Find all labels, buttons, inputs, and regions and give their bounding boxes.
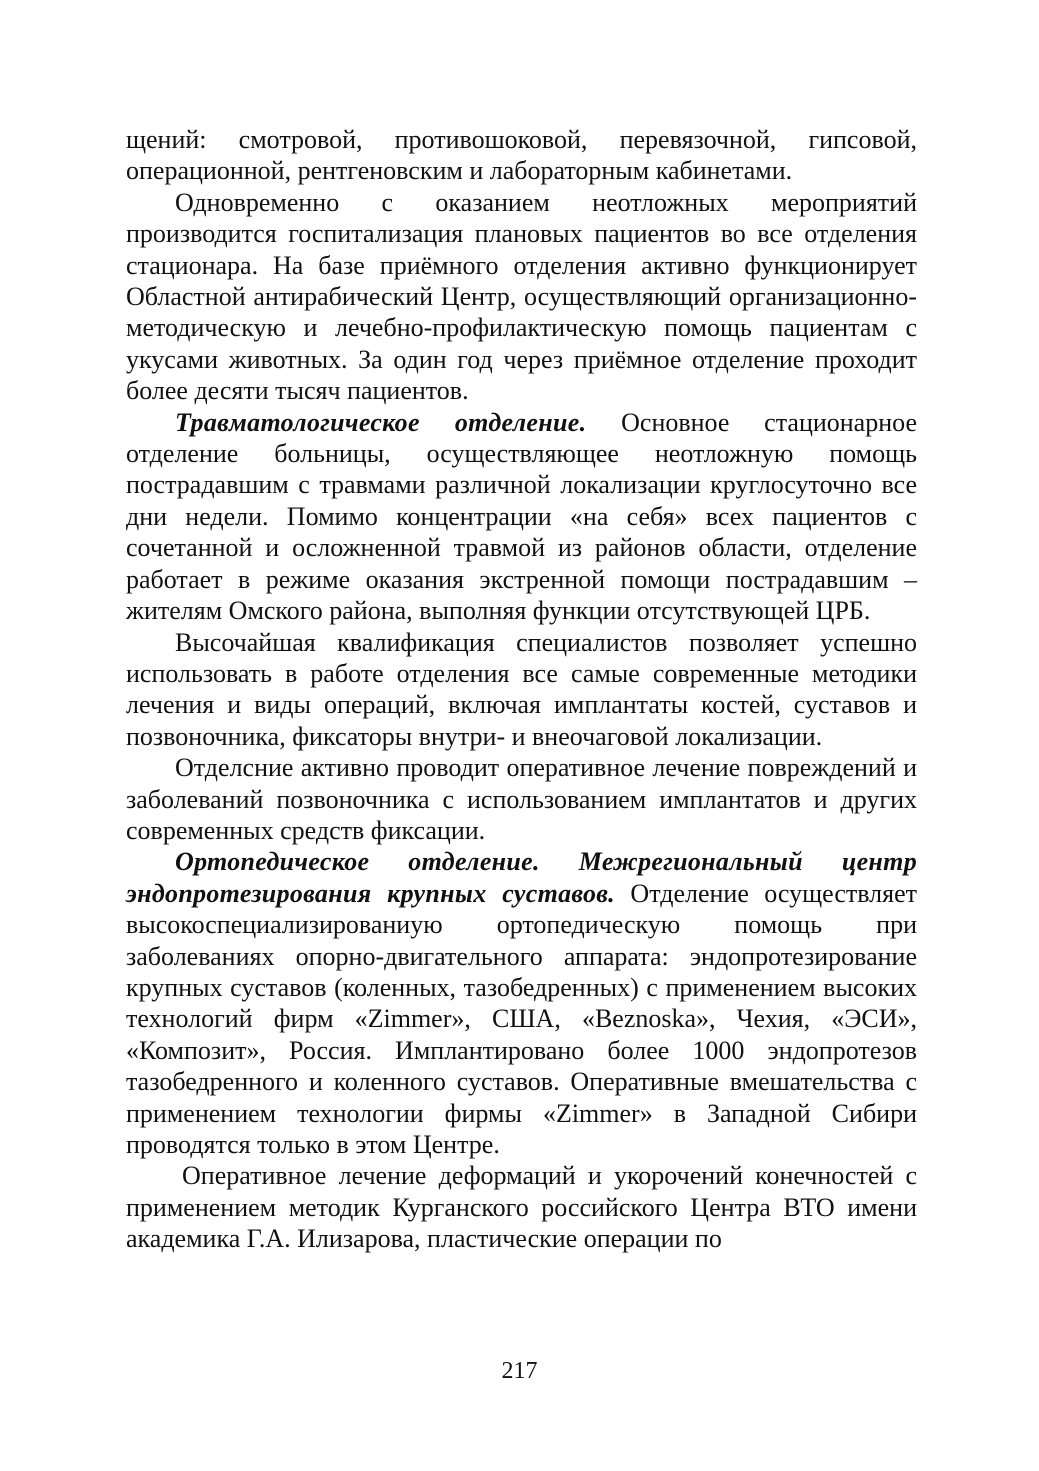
paragraph-admission-department bbox=[126, 187, 917, 407]
paragraph-text: Отделение осуществляет высокоспециализированиую ортопедическую помощь при заболеваниях опорно-двигательного аппарата: эндопротезирование крупных суставов (коленных, тазобедренных) с применением высоких технологий фирм «Zimmer», США, «Beznoska», Чехия, «ЭСИ», «Композит», Россия. Имплантировано более 1000 эндопротезов тазобедренного и коленного суставов. Оперативные вмешательства с применением технологии фирмы «Zimmer» в Западной Сибири проводятся только в этом Центре. bbox=[126, 878, 917, 1159]
paragraph-traumatology bbox=[126, 407, 917, 627]
paragraph-continued bbox=[126, 124, 917, 187]
paragraph-text: щений: смотровой, противошоковой, перевязочной, гипсовой, операционной, рентгеновским и лабораторным кабинетами. bbox=[126, 125, 917, 186]
paragraph-text: Одновременно с оказанием неотложных мероприятий производится госпитализация плановых пациентов во все отделения стационара. На базе приёмного отделения активно функционирует Областной антирабический Центр, осуществляющий организационно-методическую и лечебно-профилактическую помощь пациентам с укусами животных. За один год через приёмное отделение проходит более десяти тысяч пациентов. bbox=[126, 187, 917, 406]
paragraph-limb-deformities bbox=[126, 1160, 917, 1254]
paragraph-orthopedics bbox=[126, 846, 917, 1160]
paragraph-text: Основное стационарное отделение больницы, осуществляющее неотложную помощь пострадавшим с травмами различной локализации круглосуточно все дни недели. Помимо концентрации «на себя» всех пациентов с сочетанной и осложненной травмой из районов области, отделение работает в режиме оказания экстренной помощи пострадавшим – жителям Омского района, выполняя функции отсутствующей ЦРБ. bbox=[126, 407, 917, 626]
section-heading-orthopedics: Ортопедическое отделение. Межрегиональный центр эндопротезирования крупных суставов. bbox=[126, 847, 917, 908]
page-body bbox=[126, 124, 917, 1255]
page-number: 217 bbox=[501, 1358, 538, 1384]
paragraph-text: Отделсние активно проводит оперативное лечение повреждений и заболеваний позвоночника с использованием имплантатов и других современных средств фиксации. bbox=[126, 753, 917, 845]
paragraph-qualification bbox=[126, 627, 917, 753]
paragraph-spine-surgery bbox=[126, 752, 917, 846]
paragraph-text: Высочайшая квалификация специалистов позволяет успешно использовать в работе отделения все самые современные методики лечения и виды операций, включая имплантаты костей, суставов и позвоночника, фиксаторы внутри- и внеочаговой локализации. bbox=[126, 627, 917, 751]
paragraph-text: Оперативное лечение деформаций и укорочений конечностей с применением методик Курганского российского Центра ВТО имени академика Г.А. Илизарова, пластические операции по bbox=[126, 1161, 917, 1254]
section-heading-traumatology: Травматологическое отделение. bbox=[175, 407, 587, 437]
